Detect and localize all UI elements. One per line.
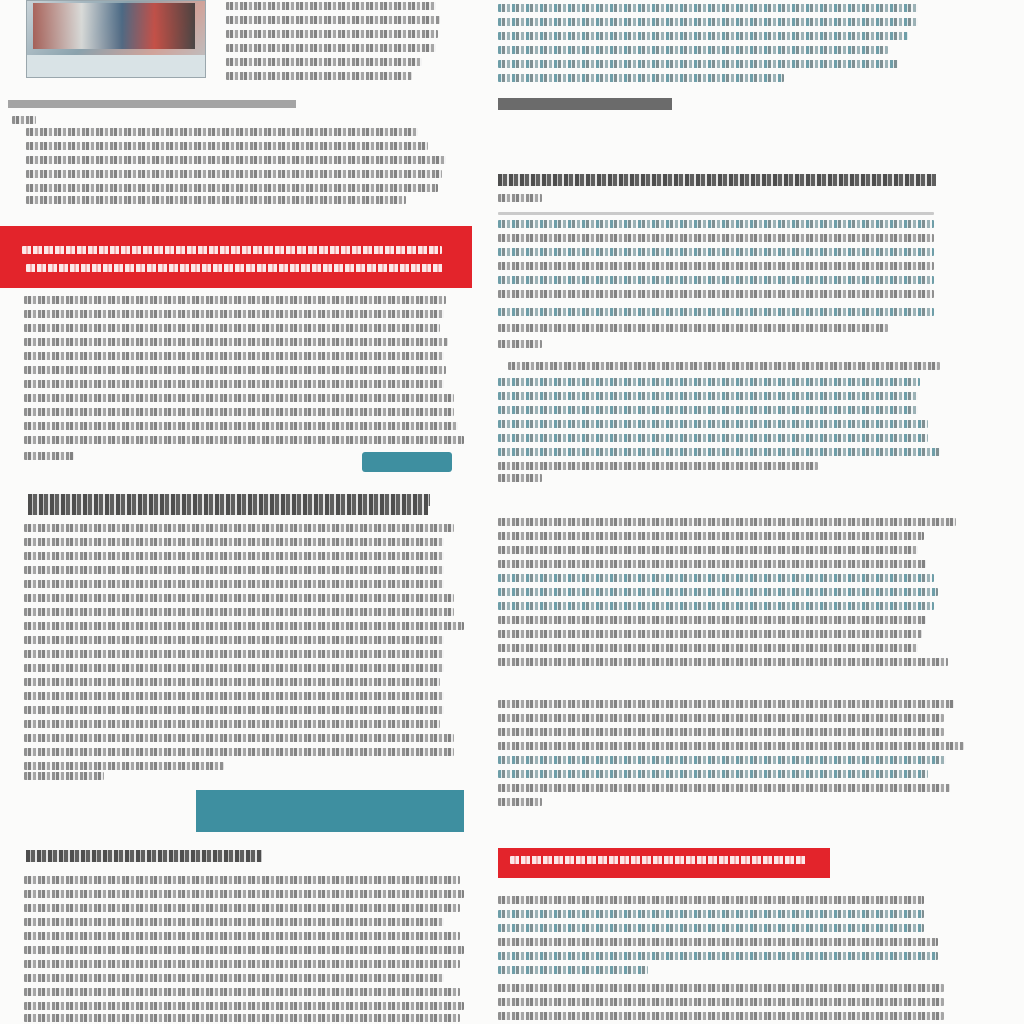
text-line xyxy=(24,876,460,884)
text-line xyxy=(24,538,444,546)
text-line xyxy=(24,748,454,756)
section-subheading-left-mid xyxy=(28,506,428,515)
text-line xyxy=(498,658,948,666)
section-heading-left-bottom xyxy=(26,850,262,862)
text-line xyxy=(24,1002,464,1010)
text-line xyxy=(24,974,444,982)
text-line xyxy=(24,452,74,460)
text-line xyxy=(498,910,924,918)
text-line xyxy=(498,194,542,202)
text-line xyxy=(508,362,940,370)
text-line xyxy=(24,720,440,728)
text-line xyxy=(26,196,406,204)
text-line xyxy=(498,248,934,256)
text-line xyxy=(26,156,446,164)
text-line xyxy=(498,984,944,992)
text-line xyxy=(498,462,818,470)
teal-banner-left xyxy=(196,790,464,832)
text-line xyxy=(498,742,964,750)
text-line xyxy=(498,714,944,722)
text-line xyxy=(24,960,460,968)
text-line xyxy=(24,310,444,318)
text-line xyxy=(498,998,944,1006)
text-line xyxy=(24,422,458,430)
text-line xyxy=(24,622,464,630)
text-line xyxy=(226,72,412,80)
text-line xyxy=(498,290,934,298)
text-line xyxy=(498,340,542,348)
photo-image xyxy=(33,3,195,49)
text-line xyxy=(24,566,444,574)
text-line xyxy=(24,524,454,532)
text-line xyxy=(26,128,418,136)
text-line xyxy=(498,46,888,54)
text-line xyxy=(24,580,444,588)
text-line xyxy=(498,966,648,974)
text-line xyxy=(498,262,934,270)
text-line xyxy=(498,770,928,778)
text-line xyxy=(24,594,454,602)
section-heading-left-mid xyxy=(28,494,430,506)
banner-text-line xyxy=(510,856,806,864)
text-line xyxy=(498,378,920,386)
text-line xyxy=(498,220,934,228)
text-line xyxy=(24,552,444,560)
text-line xyxy=(498,420,928,428)
text-line xyxy=(24,366,446,374)
text-line xyxy=(12,116,36,124)
text-line xyxy=(24,706,444,714)
text-line xyxy=(24,890,464,898)
text-line xyxy=(498,756,946,764)
text-line xyxy=(26,142,428,150)
text-line xyxy=(498,952,938,960)
text-line xyxy=(24,352,444,360)
text-line xyxy=(498,630,922,638)
text-line xyxy=(498,616,926,624)
text-line xyxy=(498,784,950,792)
text-line xyxy=(24,636,444,644)
text-line xyxy=(26,184,438,192)
text-line xyxy=(498,234,934,242)
text-line xyxy=(226,2,436,10)
text-line xyxy=(226,58,422,66)
text-line xyxy=(24,772,104,780)
text-line xyxy=(226,30,438,38)
text-line xyxy=(24,988,460,996)
text-line xyxy=(498,644,918,652)
text-line xyxy=(498,392,918,400)
text-line xyxy=(498,700,954,708)
teal-button-left-small[interactable] xyxy=(362,452,452,472)
text-line xyxy=(24,408,454,416)
text-line xyxy=(498,938,938,946)
text-line xyxy=(498,728,944,736)
text-line xyxy=(498,74,784,82)
text-line xyxy=(24,692,444,700)
text-line xyxy=(24,1014,460,1022)
text-line xyxy=(24,650,444,658)
text-line xyxy=(498,602,934,610)
text-line xyxy=(24,380,444,388)
text-line xyxy=(498,32,908,40)
banner-text-line xyxy=(22,246,442,254)
text-line xyxy=(24,762,224,770)
text-line xyxy=(498,324,888,332)
text-line xyxy=(24,734,454,742)
divider xyxy=(498,212,934,215)
text-line xyxy=(24,296,446,304)
text-line xyxy=(498,4,918,12)
text-line xyxy=(26,170,442,178)
text-line xyxy=(498,560,926,568)
text-line xyxy=(24,904,460,912)
text-line xyxy=(498,474,542,482)
section-rule xyxy=(498,98,672,110)
text-line xyxy=(24,608,454,616)
text-line xyxy=(498,18,918,26)
text-line xyxy=(498,546,918,554)
text-line xyxy=(24,436,464,444)
text-line xyxy=(498,448,940,456)
text-line xyxy=(498,60,898,68)
text-line xyxy=(24,324,440,332)
text-line xyxy=(498,924,924,932)
text-line xyxy=(498,574,934,582)
text-line xyxy=(498,588,938,596)
text-line xyxy=(24,918,444,926)
section-rule xyxy=(8,100,296,108)
text-line xyxy=(24,338,448,346)
photo-caption-strip xyxy=(27,55,205,77)
red-banner-left xyxy=(0,226,472,288)
text-line xyxy=(498,308,934,316)
text-line xyxy=(498,276,934,284)
text-line xyxy=(498,798,542,806)
text-line xyxy=(498,532,924,540)
text-line xyxy=(24,394,454,402)
text-line xyxy=(24,946,464,954)
text-line xyxy=(498,434,928,442)
text-line xyxy=(226,16,440,24)
text-line xyxy=(24,664,444,672)
photo-thumbnail xyxy=(26,0,206,78)
text-line xyxy=(498,406,918,414)
text-line xyxy=(24,932,460,940)
text-line xyxy=(498,896,924,904)
text-line xyxy=(24,678,440,686)
text-line xyxy=(498,1012,944,1020)
text-line xyxy=(498,518,956,526)
banner-text-line xyxy=(26,264,444,272)
text-line xyxy=(226,44,436,52)
section-heading-right-top xyxy=(498,174,936,186)
